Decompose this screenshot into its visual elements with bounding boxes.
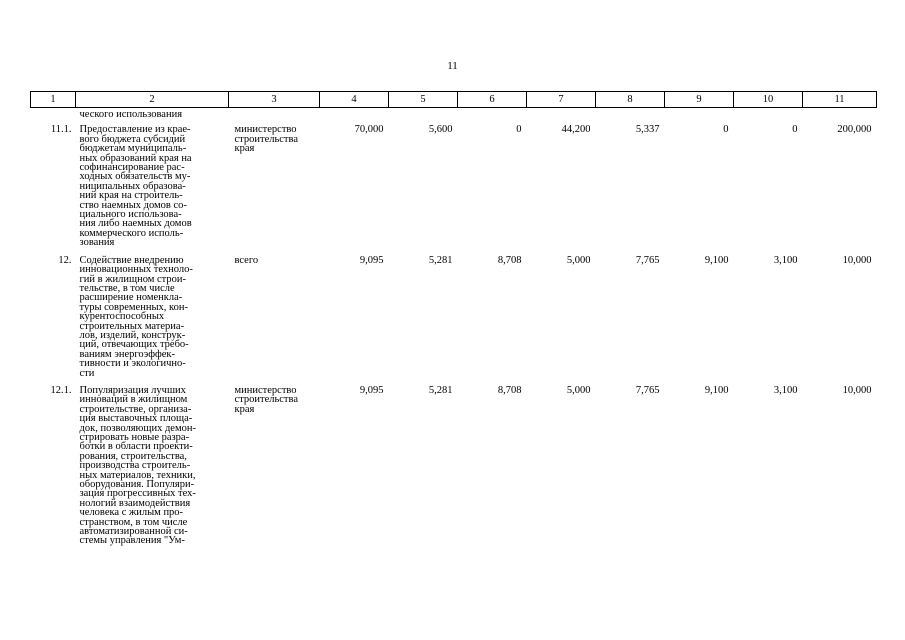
- description-line: ство наемных домов со-: [79, 199, 187, 211]
- header-row: [31, 92, 877, 108]
- description-line: ных материалов, техники,: [79, 469, 196, 481]
- value-cell-col-11: 200,000: [837, 124, 872, 136]
- description-line: ходных обязательств му-: [79, 171, 191, 183]
- row-description: [76, 119, 229, 249]
- row-number: 12.: [58, 254, 72, 266]
- row-executor: [229, 250, 320, 380]
- description-line: ботки в области проекти-: [79, 441, 193, 453]
- description-line: ций, отвечающих требо-: [79, 339, 189, 351]
- description-line: зования: [79, 237, 115, 249]
- executor-line: строительства: [234, 133, 299, 145]
- column-header-4: 4: [320, 92, 389, 108]
- column-header-10: 10: [734, 92, 803, 108]
- description-line: строительных материа-: [79, 320, 185, 332]
- row-number: 11.1.: [50, 124, 72, 136]
- column-header-5: 5: [389, 92, 458, 108]
- description-line: вого бюджета субсидий: [79, 133, 186, 145]
- column-header-7: 7: [527, 92, 596, 108]
- description-line: софинансирование рас-: [79, 162, 185, 174]
- column-header-11: 11: [803, 92, 877, 108]
- description-line: коммерческого исполь-: [79, 227, 184, 239]
- description-line: расширение номенкла-: [79, 292, 183, 304]
- table-row: [31, 380, 877, 548]
- page-number: 11: [447, 60, 458, 72]
- description-line: Популяризация лучших: [79, 384, 186, 396]
- value-cell-col-5: 5,281: [428, 384, 453, 396]
- executor-line: министерство: [234, 384, 297, 396]
- row-executor: [229, 380, 320, 548]
- description-line: странством, в том числе: [79, 516, 188, 528]
- description-line: док, позволяющих демон-: [79, 422, 196, 434]
- description-line: рования, строительства,: [79, 450, 187, 462]
- column-header-2: 2: [76, 92, 229, 108]
- description-line: зация прогрессивных тех-: [79, 488, 196, 500]
- value-cell-col-6: 8,708: [497, 254, 522, 266]
- description-line: туры современных, кон-: [79, 301, 188, 313]
- value-cell-col-7: 44,200: [561, 124, 591, 136]
- executor-line: министерство: [234, 124, 297, 136]
- description-line: тельстве, в том числе: [79, 282, 175, 294]
- value-cell-col-9: 0: [723, 124, 729, 136]
- description-line: Содействие внедрению: [79, 254, 184, 266]
- description-line: строительстве, организа-: [79, 403, 192, 415]
- description-line: бюджетам муниципаль-: [79, 143, 187, 155]
- description-line: автоматизированной си-: [79, 526, 188, 538]
- description-line: человека с жилым про-: [79, 507, 184, 519]
- description-line: курентоспособных: [79, 311, 165, 323]
- column-header-8: 8: [596, 92, 665, 108]
- column-header-6: 6: [458, 92, 527, 108]
- description-line: сти: [79, 367, 95, 379]
- executor-line: края: [234, 403, 255, 415]
- value-cell-col-6: 8,708: [497, 384, 522, 396]
- row-description: [76, 380, 229, 548]
- value-cell-col-7: 5,000: [566, 384, 591, 396]
- description-line: гий в жилищном строи-: [79, 273, 187, 285]
- description-line: ниципальных образова-: [79, 180, 186, 192]
- value-cell-col-8: 7,765: [635, 384, 660, 396]
- description-line: тивности и экологично-: [79, 358, 186, 370]
- description-line: ний края на строитель-: [79, 190, 183, 202]
- description-line: Предоставление из крае-: [79, 124, 191, 136]
- description-line: ния либо наемных домов: [79, 218, 192, 230]
- executor-line: всего: [234, 254, 259, 266]
- description-line: стемы управления "Ум-: [79, 535, 185, 547]
- continuation-row: [31, 108, 877, 120]
- value-cell-col-9: 9,100: [704, 384, 729, 396]
- table-row: [31, 119, 877, 249]
- description-line: ваниям энергоэффек-: [79, 348, 176, 360]
- row-number: 12.1.: [50, 384, 72, 396]
- value-cell-col-11: 10,000: [842, 254, 872, 266]
- budget-table: [30, 91, 877, 548]
- row-executor: [229, 119, 320, 249]
- value-cell-col-6: 0: [516, 124, 522, 136]
- continuation-text: ческого использования: [79, 109, 183, 120]
- value-cell-col-9: 9,100: [704, 254, 729, 266]
- column-header-1: 1: [31, 92, 76, 108]
- description-line: стрировать новые разра-: [79, 432, 190, 443]
- value-cell-col-8: 7,765: [635, 254, 660, 266]
- value-cell-col-4: 70,000: [354, 124, 384, 136]
- value-cell-col-10: 3,100: [773, 384, 798, 396]
- value-cell-col-7: 5,000: [566, 254, 591, 266]
- value-cell-col-4: 9,095: [359, 384, 384, 396]
- description-line: оборудования. Популяри-: [79, 479, 195, 491]
- value-cell-col-5: 5,600: [428, 124, 453, 136]
- description-line: производства строитель-: [79, 460, 191, 472]
- description-line: нологий взаимодействия: [79, 497, 191, 509]
- description-line: инноваций в жилищном: [79, 394, 188, 406]
- value-cell-col-10: 3,100: [773, 254, 798, 266]
- description-line: ных образований края на: [79, 152, 192, 164]
- value-cell-col-11: 10,000: [842, 384, 872, 396]
- column-header-3: 3: [229, 92, 320, 108]
- value-cell-col-10: 0: [792, 124, 798, 136]
- executor-line: строительства: [234, 394, 299, 406]
- value-cell-col-4: 9,095: [359, 254, 384, 266]
- column-header-9: 9: [665, 92, 734, 108]
- table-row: [31, 250, 877, 380]
- description-line: ция выставочных площа-: [79, 413, 193, 425]
- executor-line: края: [234, 143, 255, 155]
- value-cell-col-5: 5,281: [428, 254, 453, 266]
- row-description: [76, 250, 229, 380]
- description-line: лов, изделий, конструк-: [79, 329, 186, 341]
- description-line: циального использова-: [79, 209, 182, 221]
- value-cell-col-8: 5,337: [635, 124, 660, 136]
- description-line: инновационных техноло-: [79, 264, 193, 276]
